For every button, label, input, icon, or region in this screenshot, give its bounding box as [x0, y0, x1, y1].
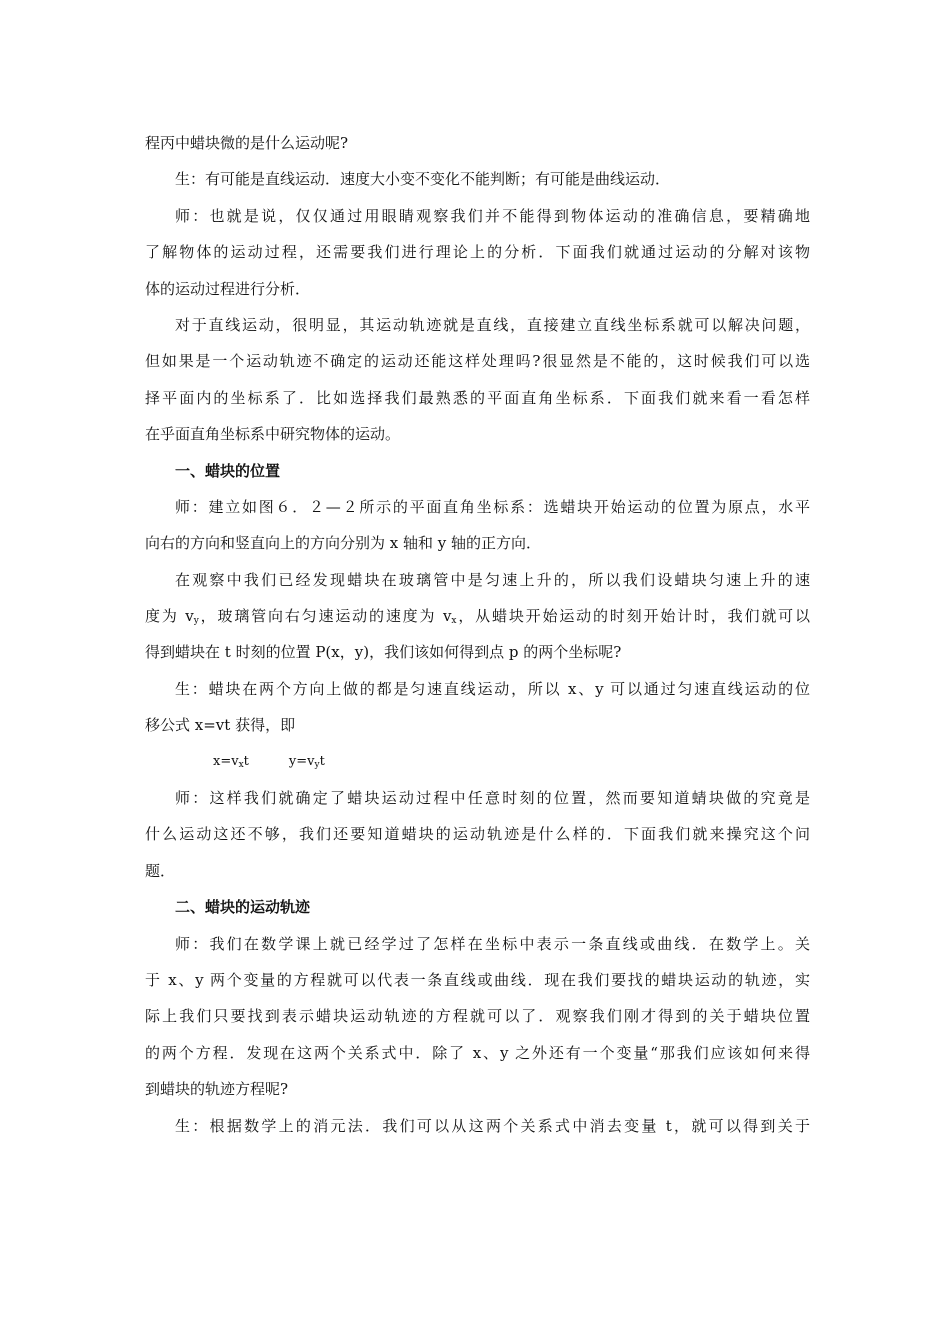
text-line: 了解物体的运动过程，还需要我们进行理论上的分析．下面我们就通过运动的分解对该物 — [145, 243, 810, 262]
text-line: 师：我们在数学课上就已经学过了怎样在坐标中表示一条直线或曲线．在数学上。关 — [175, 934, 810, 953]
document-body — [145, 125, 810, 1144]
text-span: 度为 v — [145, 607, 194, 626]
text-line: 体的运动过程进行分析． — [145, 279, 311, 298]
section-heading: 一、蜡块的位置 — [175, 461, 281, 480]
text-line: 师：也就是说，仅仅通过用眼睛观察我们并不能得到物体运动的准确信息，要精确地 — [175, 206, 810, 225]
text-line: 程丙中蜡块微的是什么运动呢? — [145, 134, 349, 152]
text-line: 但如果是一个运动轨迹不确定的运动还能这样处理吗?很显然是不能的，这时候我们可以选 — [145, 352, 810, 371]
subscript: x — [451, 616, 457, 627]
text-line: 于 x、y 两个变量的方程就可以代表一条直线或曲线．现在我们要找的蜡块运动的轨迹，实 — [145, 970, 810, 989]
section-heading: 二、蜡块的运动轨迹 — [175, 898, 311, 917]
text-span: ，从蜡块开始运动的时刻开始计时，我们就可以 — [456, 607, 810, 626]
text-line: 什么运动这还不够，我们还要知道蜡块的运动轨迹是什么样的．下面我们就来操究这个问 — [145, 825, 810, 844]
formula-x: $x=v_xt$ — [213, 753, 249, 770]
text-line — [145, 598, 810, 634]
text-line: 得到蜡块在 t 时刻的位置 P(x，y)，我们该如何得到点 p 的两个坐标呢? — [145, 643, 622, 662]
formula-y: $y=v_yt$ — [288, 753, 325, 770]
text-line: 的两个方程．发现在这两个关系式中．除了 x、y 之外还有一个变量“那我们应该如何来得 — [145, 1043, 810, 1062]
text-line: 生：蜡块在两个方向上做的都是匀速直线运动，所以 x、y 可以通过匀速直线运动的位 — [175, 679, 810, 698]
text-line: 师：建立如图６．２—２所示的平面直角坐标系：选蜡块开始运动的位置为原点，水平 — [175, 497, 810, 516]
text-line: 向右的方向和竖直向上的方向分别为 x 轴和 y 轴的正方向． — [145, 534, 542, 553]
text-line: 生：根据数学上的消元法．我们可以从这两个关系式中消去变量 t，就可以得到关于 — [175, 1116, 810, 1135]
text-line: 生：有可能是直线运动．速度大小变不变化不能判断；有可能是曲线运动． — [175, 170, 671, 189]
text-line: 到蜡块的轨迹方程呢? — [145, 1080, 289, 1099]
text-line: 题． — [145, 861, 176, 880]
text-line: 择平面内的坐标系了．比如选择我们最熟悉的平面直角坐标系．下面我们就来看一看怎样 — [145, 388, 810, 407]
subscript: y — [193, 616, 199, 627]
text-line: 移公式 x=vt 获得，即 — [145, 716, 296, 735]
text-span: ，玻璃管向右匀速运动的速度为 v — [198, 607, 452, 626]
text-line: 师：这样我们就确定了蜡块运动过程中任意时刻的位置，然而要知道蜻块做的究竟是 — [175, 789, 810, 808]
text-line: 际上我们只要找到表示蜡块运动轨迹的方程就可以了．观察我们刚才得到的关于蜡块位置 — [145, 1007, 810, 1026]
text-line: 在观察中我们已经发现蜡块在玻璃管中是匀速上升的，所以我们设蜡块匀速上升的速 — [175, 570, 810, 589]
text-line: 在乎面直角坐标系中研究物体的运动。 — [145, 425, 401, 444]
formula-line — [145, 744, 810, 780]
text-line: 对于直线运动，很明显，其运动轨迹就是直线，直接建立直线坐标系就可以解决问题， — [175, 315, 810, 334]
